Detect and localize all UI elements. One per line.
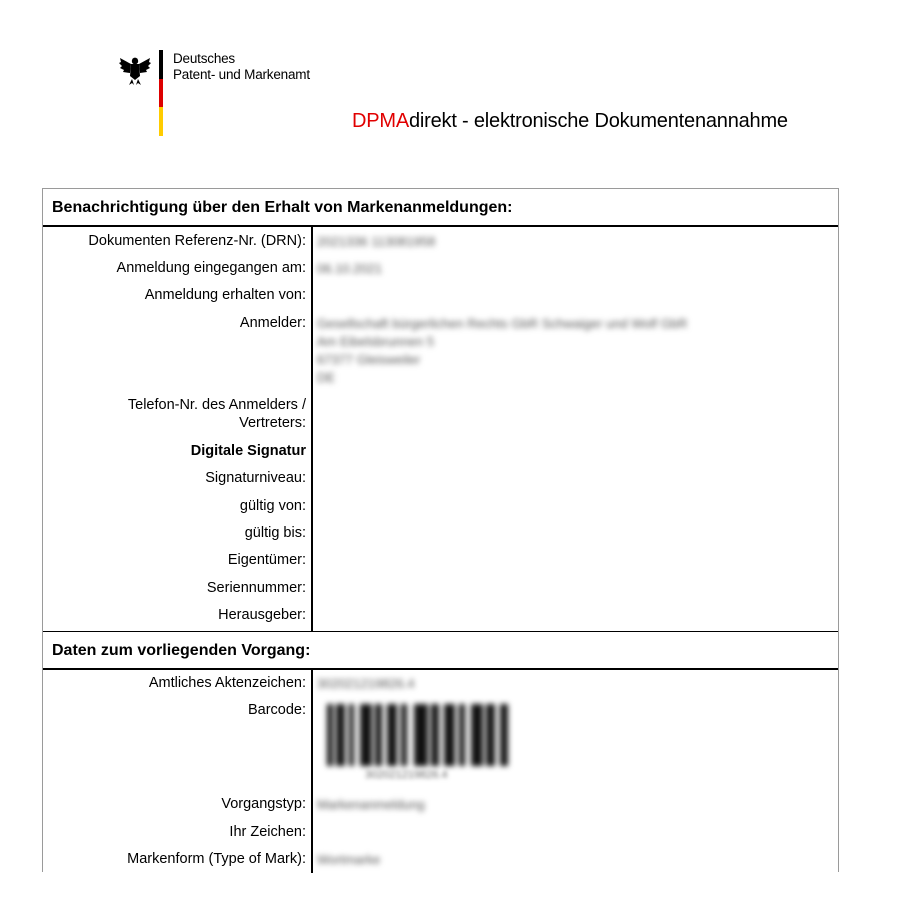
label-drn: Dokumenten Referenz-Nr. (DRN): bbox=[88, 233, 306, 249]
value-applicant-line4: DE bbox=[317, 370, 336, 385]
section-heading-receipt: Benachrichtigung über den Erhalt von Markenanmeldungen: bbox=[43, 189, 838, 227]
receipt-form bbox=[42, 188, 839, 872]
label-received-from: Anmeldung erhalten von: bbox=[144, 287, 306, 303]
value-process-type: Markenanmeldung bbox=[317, 797, 425, 812]
column-divider-1 bbox=[311, 227, 313, 631]
value-applicant-line1: Gesellschaft bürgerlichen Rechts GbR Schwaiger und Wolf GbR bbox=[317, 316, 688, 331]
label-valid-to: gültig bis: bbox=[244, 525, 306, 541]
german-flag-bar bbox=[159, 50, 163, 136]
value-file-number: 302021219826.4 bbox=[317, 676, 415, 691]
label-signature-level: Signaturniveau: bbox=[205, 470, 306, 486]
label-serial-number: Seriennummer: bbox=[206, 580, 306, 596]
label-phone-line2: Vertreters: bbox=[239, 415, 306, 431]
label-owner: Eigentümer: bbox=[227, 552, 306, 568]
title-rest: direkt - elektronische Dokumentenannahme bbox=[408, 110, 788, 132]
flag-gold-stripe bbox=[159, 107, 163, 136]
label-received-on: Anmeldung eingegangen am: bbox=[116, 260, 306, 276]
label-barcode: Barcode: bbox=[247, 702, 306, 718]
page-title bbox=[352, 110, 788, 133]
flag-black-stripe bbox=[159, 50, 163, 79]
label-digital-signature: Digitale Signatur bbox=[190, 443, 306, 459]
value-drn: 2021336 113081958 bbox=[317, 234, 436, 249]
section-heading-process: Daten zum vorliegenden Vorgang: bbox=[43, 632, 838, 670]
label-applicant: Anmelder: bbox=[239, 315, 306, 331]
label-valid-from: gültig von: bbox=[239, 498, 306, 514]
federal-eagle-icon bbox=[118, 52, 152, 86]
label-issuer: Herausgeber: bbox=[218, 607, 306, 623]
title-brand: DPMA bbox=[352, 110, 409, 132]
barcode-number: 302021219826.4 bbox=[365, 769, 448, 781]
label-mark-form: Markenform (Type of Mark): bbox=[127, 851, 306, 867]
barcode-image bbox=[327, 704, 519, 766]
label-your-reference: Ihr Zeichen: bbox=[229, 824, 306, 840]
value-applicant-line3: 67377 Gleisweiler bbox=[317, 352, 421, 367]
value-mark-form: Wortmarke bbox=[317, 852, 381, 867]
org-name-line1: Deutsches bbox=[173, 51, 235, 66]
label-process-type: Vorgangstyp: bbox=[221, 796, 306, 812]
org-name-line2: Patent- und Markenamt bbox=[173, 67, 310, 82]
label-file-number: Amtliches Aktenzeichen: bbox=[148, 675, 306, 691]
label-phone-line1: Telefon-Nr. des Anmelders / bbox=[127, 397, 306, 413]
value-received-on: 06.10.2021 bbox=[317, 261, 383, 276]
column-divider-2 bbox=[311, 670, 313, 873]
flag-red-stripe bbox=[159, 79, 163, 108]
org-name bbox=[173, 51, 310, 83]
value-applicant-line2: Am Eibelsbrunnen 5 bbox=[317, 334, 435, 349]
